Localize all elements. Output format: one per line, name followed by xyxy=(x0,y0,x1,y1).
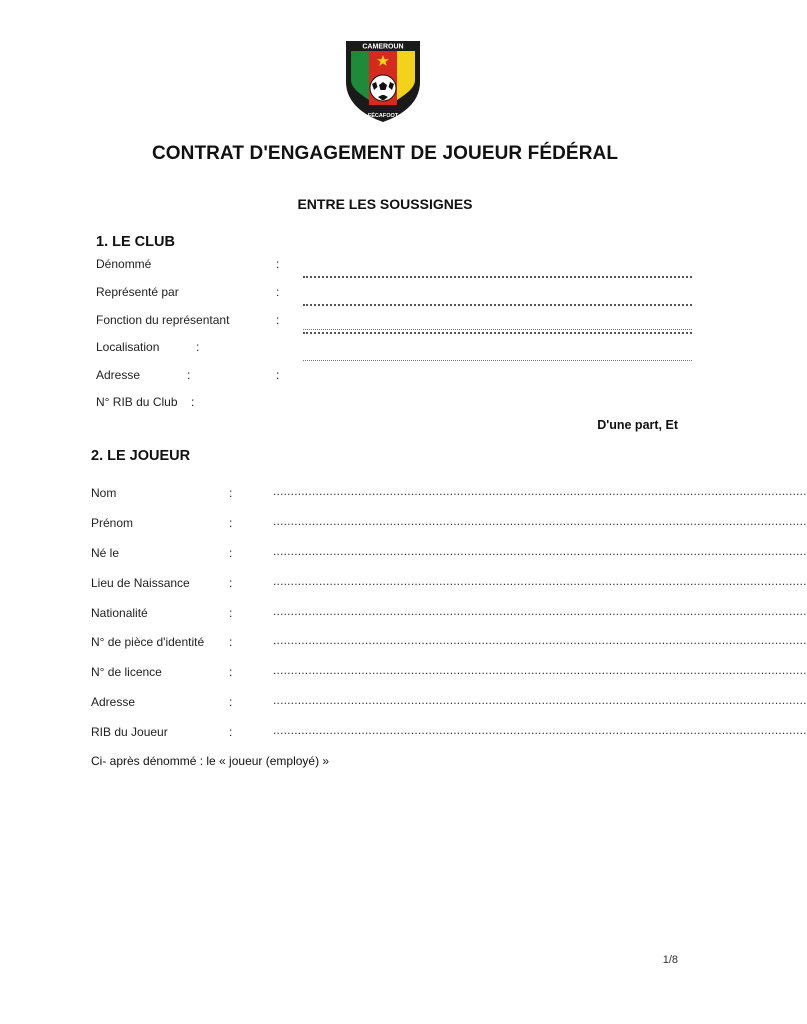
club-label-adresse: Adresse xyxy=(96,368,141,382)
joueur-colon-licence: : xyxy=(229,665,233,679)
joueur-input-rib[interactable]: ....................................................................................................................................................... xyxy=(273,723,807,737)
joueur-label-lieu: Lieu de Naissance xyxy=(91,576,190,590)
joueur-label-licence: N° de licence xyxy=(91,665,162,679)
club-input-line-fonction-a[interactable] xyxy=(303,329,692,330)
club-colon-fonction: : xyxy=(276,313,280,327)
joueur-colon-nationalite: : xyxy=(229,606,233,620)
joueur-heading: 2. LE JOUEUR xyxy=(91,448,191,464)
joueur-input-lieu[interactable]: ....................................................................................................................................................... xyxy=(273,574,807,588)
joueur-label-prenom: Prénom xyxy=(91,516,134,530)
page-number: 1/8 xyxy=(662,954,678,966)
joueur-input-licence[interactable]: ....................................................................................................................................................... xyxy=(273,663,807,677)
party-note: D'une part, Et xyxy=(597,418,678,432)
fecafoot-logo xyxy=(342,38,424,124)
joueur-colon-lieu: : xyxy=(229,576,233,590)
joueur-label-ne-le: Né le xyxy=(91,546,120,560)
club-colon-denomme: : xyxy=(276,257,280,271)
club-label-rib: N° RIB du Club xyxy=(96,395,178,409)
joueur-label-nom: Nom xyxy=(91,486,117,500)
page-title: CONTRAT D'ENGAGEMENT DE JOUEUR FÉDÉRAL xyxy=(151,143,619,164)
club-colon-rib: : xyxy=(191,395,195,409)
club-colon-adresse-2: : xyxy=(276,368,280,382)
joueur-input-adresse[interactable]: ....................................................................................................................................................... xyxy=(273,693,807,707)
joueur-colon-adresse: : xyxy=(229,695,233,709)
joueur-label-rib: RIB du Joueur xyxy=(91,725,168,739)
joueur-colon-piece-identite: : xyxy=(229,635,233,649)
joueur-input-piece-identite[interactable]: ....................................................................................................................................................... xyxy=(273,633,807,647)
joueur-label-adresse: Adresse xyxy=(91,695,136,709)
joueur-input-nationalite[interactable]: ....................................................................................................................................................... xyxy=(273,604,807,618)
club-colon-adresse: : xyxy=(187,368,191,382)
joueur-input-prenom[interactable]: ....................................................................................................................................................... xyxy=(273,514,807,528)
club-label-localisation: Localisation xyxy=(96,340,160,354)
logo-bottom-text: FÉCAFOOT xyxy=(367,113,399,119)
club-label-represente: Représenté par xyxy=(96,285,179,299)
joueur-colon-nom: : xyxy=(229,486,233,500)
joueur-input-ne-le[interactable]: ....................................................................................................................................................... xyxy=(273,544,807,558)
club-input-line-denomme[interactable] xyxy=(303,276,692,278)
joueur-label-piece-identite: N° de pièce d'identité xyxy=(91,635,205,649)
club-heading: 1. LE CLUB xyxy=(96,234,175,250)
club-input-line-localisation[interactable] xyxy=(303,360,692,361)
joueur-label-nationalite: Nationalité xyxy=(91,606,148,620)
club-input-line-represente[interactable] xyxy=(303,304,692,306)
club-label-denomme: Dénommé xyxy=(96,257,152,271)
joueur-colon-rib: : xyxy=(229,725,233,739)
joueur-colon-ne-le: : xyxy=(229,546,233,560)
joueur-colon-prenom: : xyxy=(229,516,233,530)
page-subtitle: ENTRE LES SOUSSIGNES xyxy=(297,196,473,212)
club-colon-represente: : xyxy=(276,285,280,299)
joueur-input-nom[interactable]: ....................................................................................................................................................... xyxy=(273,484,807,498)
club-label-fonction: Fonction du représentant xyxy=(96,313,230,327)
club-colon-localisation: : xyxy=(196,340,200,354)
club-input-line-fonction-b[interactable] xyxy=(303,332,692,334)
logo-top-text: CAMEROUN xyxy=(362,43,404,51)
closing-note: Ci- après dénommé : le « joueur (employé) » xyxy=(91,754,330,768)
